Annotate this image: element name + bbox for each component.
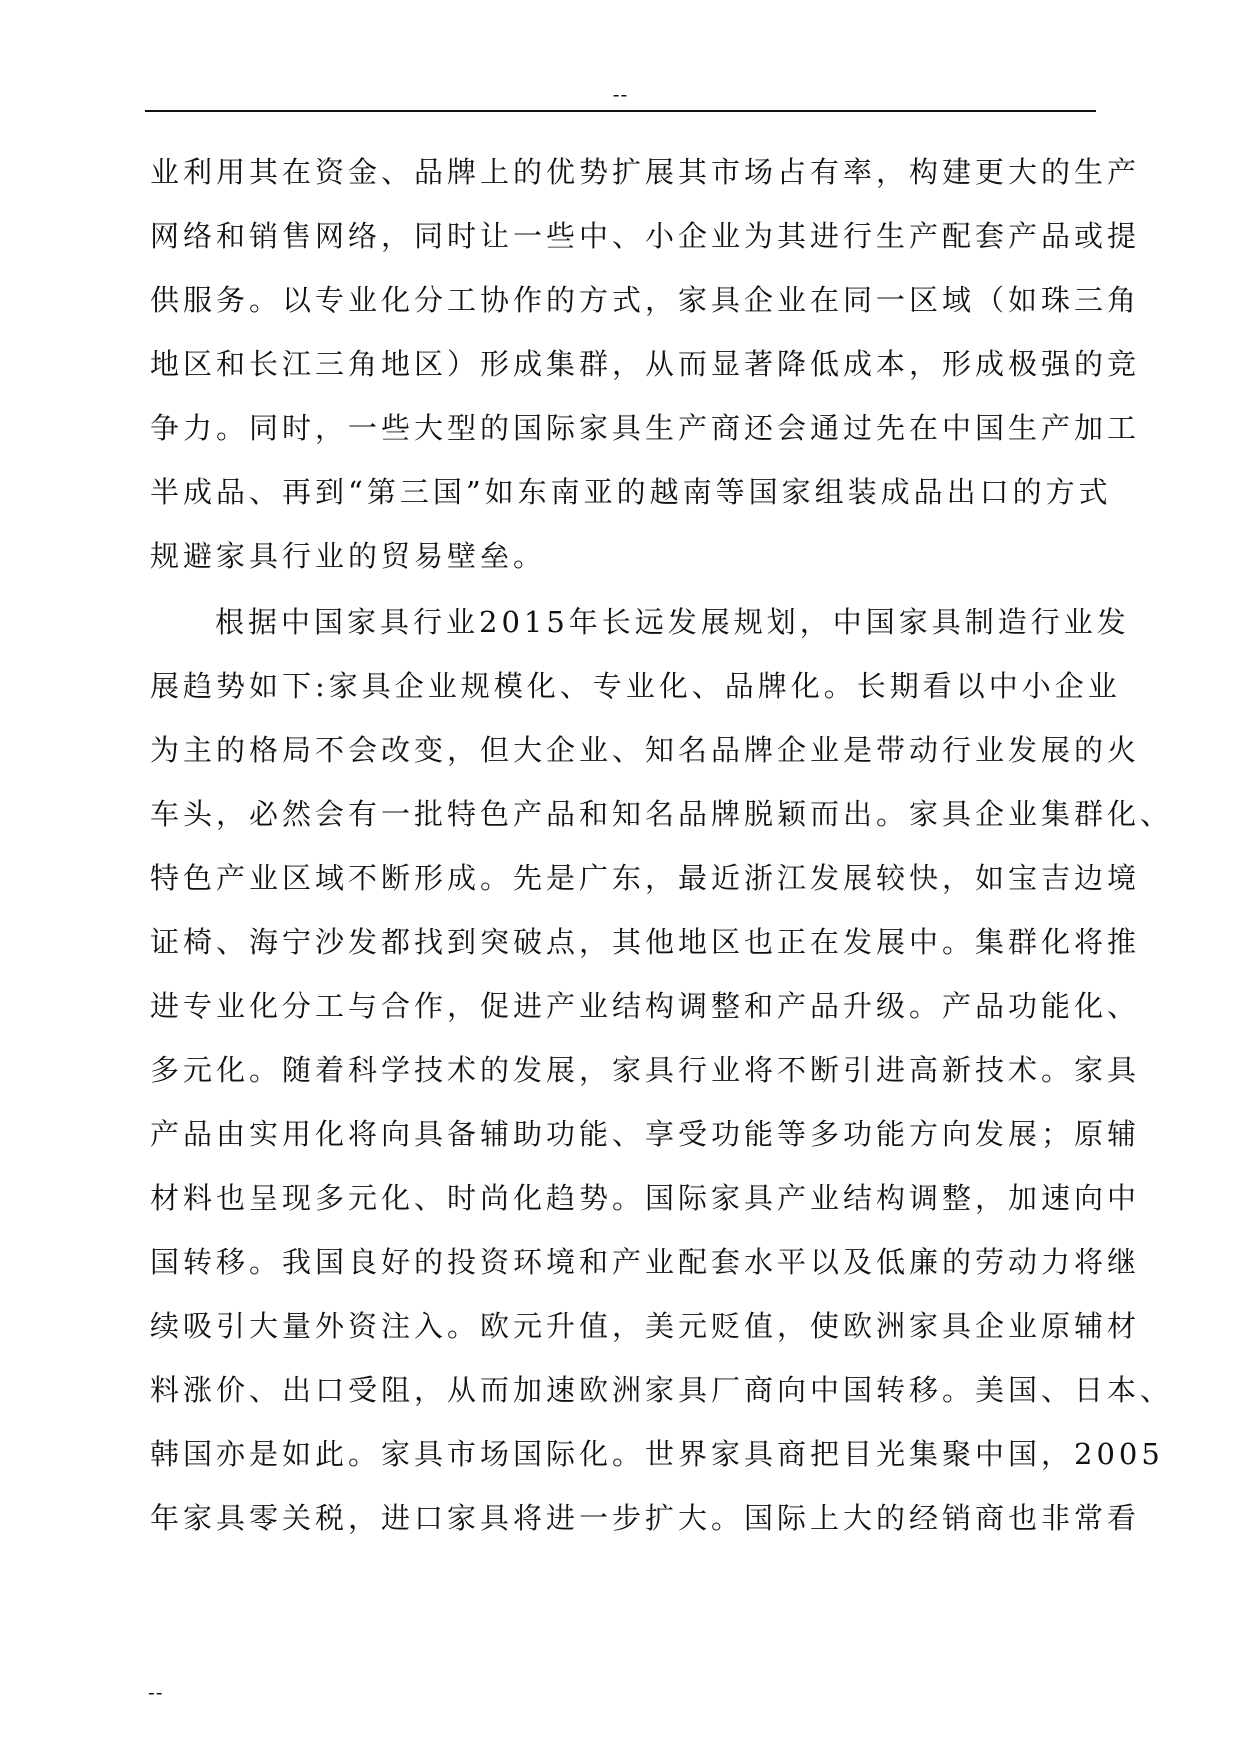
text-line: 料涨价、出口受阻，从而加速欧洲家具厂商向中国转移。美国、日本、 — [150, 1373, 1174, 1407]
paragraph-2 — [150, 590, 1174, 1550]
page-footer-mark: -- — [148, 1680, 164, 1704]
text-line: 材料也呈现多元化、时尚化趋势。国际家具产业结构调整，加速向中 — [150, 1181, 1141, 1215]
text-line: 多元化。随着科学技术的发展，家具行业将不断引进高新技术。家具 — [150, 1053, 1141, 1087]
text-line: 车头，必然会有一批特色产品和知名品牌脱颖而出。家具企业集群化、 — [150, 797, 1174, 831]
text-line: 供服务。以专业化分工协作的方式，家具企业在同一区域（如珠三角 — [150, 283, 1141, 317]
text-line: 展趋势如下:家具企业规模化、专业化、品牌化。长期看以中小企业 — [150, 669, 1121, 703]
text-line: 网络和销售网络，同时让一些中、小企业为其进行生产配套产品或提 — [150, 219, 1141, 253]
text-line: 年家具零关税，进口家具将进一步扩大。国际上大的经销商也非常看 — [150, 1501, 1141, 1535]
header-divider — [145, 110, 1096, 112]
document-body — [150, 140, 1174, 1550]
text-line: 特色产业区域不断形成。先是广东，最近浙江发展较快，如宝吉边境 — [150, 861, 1141, 895]
paragraph-1 — [150, 140, 1141, 588]
text-line: 规避家具行业的贸易壁垒。 — [150, 539, 547, 573]
text-line: 业利用其在资金、品牌上的优势扩展其市场占有率，构建更大的生产 — [150, 155, 1141, 189]
text-line: 争力。同时，一些大型的国际家具生产商还会通过先在中国生产加工 — [150, 411, 1141, 445]
text-line: 韩国亦是如此。家具市场国际化。世界家具商把目光集聚中国，2005 — [150, 1437, 1164, 1471]
text-line: 半成品、再到“第三国”如东南亚的越南等国家组装成品出口的方式 — [150, 475, 1112, 509]
text-line: 地区和长江三角地区）形成集群，从而显著降低成本，形成极强的竞 — [150, 347, 1141, 381]
text-line: 进专业化分工与合作，促进产业结构调整和产品升级。产品功能化、 — [150, 989, 1141, 1023]
text-line: 产品由实用化将向具备辅助功能、享受功能等多功能方向发展；原辅 — [150, 1117, 1141, 1151]
page-header-mark: -- — [612, 82, 629, 106]
text-line: 根据中国家具行业2015年长远发展规划，中国家具制造行业发 — [215, 605, 1130, 639]
text-line: 为主的格局不会改变，但大企业、知名品牌企业是带动行业发展的火 — [150, 733, 1141, 767]
text-line: 续吸引大量外资注入。欧元升值，美元贬值，使欧洲家具企业原辅材 — [150, 1309, 1141, 1343]
text-line: 国转移。我国良好的投资环境和产业配套水平以及低廉的劳动力将继 — [150, 1245, 1141, 1279]
text-line: 证椅、海宁沙发都找到突破点，其他地区也正在发展中。集群化将推 — [150, 925, 1141, 959]
